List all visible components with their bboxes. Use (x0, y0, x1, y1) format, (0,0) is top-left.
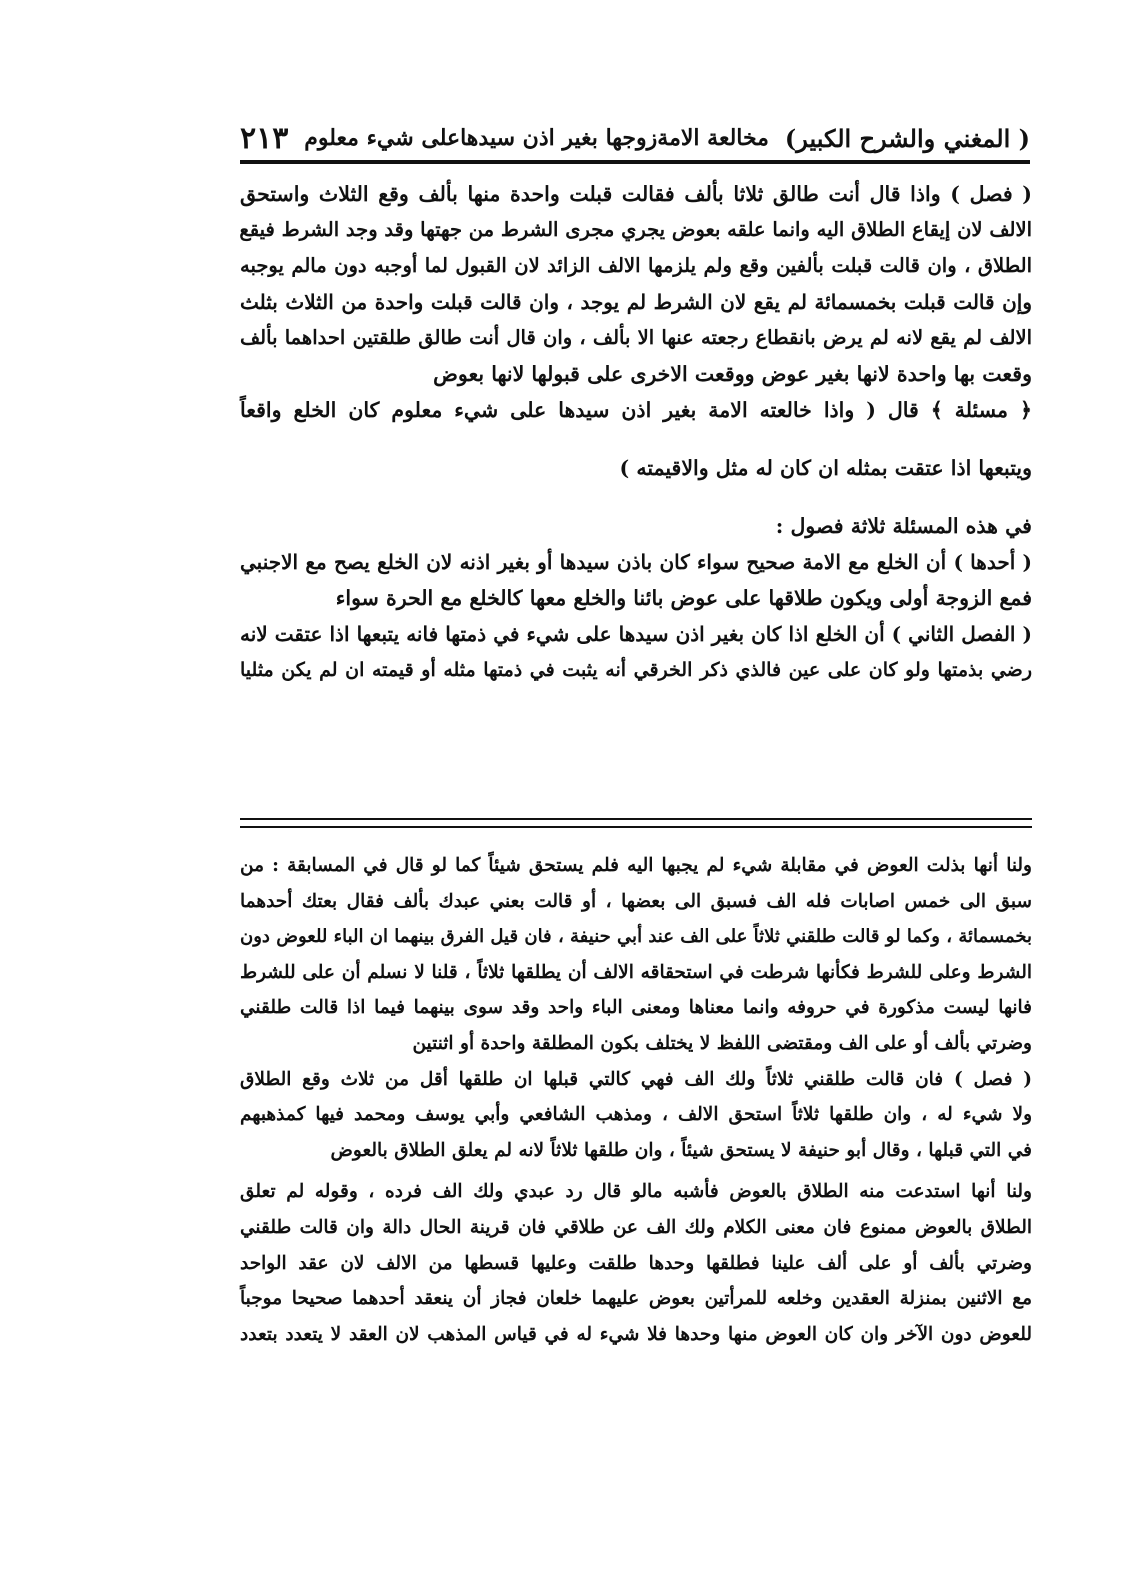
text-line: ( فصل ) واذا قال أنت طالق ثلاثا بألف فقالت قبلت واحدة منها بألف وقع الثلاث واستحق (240, 182, 1032, 206)
commentary-line: مع الاثنين بمنزلة العقدين وخلعه للمرأتين بعوض عليهما خلعان فجاز أن ينعقد أحدهما صحيحا موجباً (240, 1288, 1032, 1310)
commentary-line: للعوض دون الآخر وان كان العوض منها وحدها فلا شيء له في قياس المذهب لان العقد لا يتعدد بتعدد (240, 1323, 1032, 1345)
running-title: مخالعة الامةزوجها بغير اذن سيدهاعلى شيء معلوم (304, 125, 769, 151)
text-line: الالف لان إيقاع الطلاق اليه وانما علقه بعوض يجري مجرى الشرط من جهتها وقد وجد الشرط فيقع (239, 218, 1032, 241)
text-line: الالف لم يقع لانه لم يرض بانقطاع رجعته عنها الا بألف ، وان قال أنت طالق طلقتين احداهما بألف (240, 326, 1032, 349)
page-header (240, 118, 1030, 158)
commentary-line: ولا شيء له ، وان طلقها ثلاثاً استحق الالف ، ومذهب الشافعي وأبي يوسف ومحمد فيها كمذهبهم (240, 1104, 1032, 1126)
text-line: رضي بذمتها ولو كان على عين فالذي ذكر الخرقي أنه يثبت في ذمتها مثله أو قيمته ان لم يكن مثليا (240, 659, 1032, 681)
text-line: فمع الزوجة أولى ويكون طلاقها على عوض بائنا والخلع معها كالخلع مع الحرة سواء (335, 586, 1032, 610)
commentary-line: ( فصل ) فان قالت طلقني ثلاثاً ولك الف فهي كالتي قبلها ان طلقها أقل من ثلاث وقع الطلاق (240, 1068, 1032, 1090)
commentary-line: الشرط وعلى للشرط فكأنها شرطت في استحقاقه الالف أن يطلقها ثلاثاً ، قلنا لا نسلم أن على للشرط (240, 961, 1032, 983)
commentary-line: سبق الى خمس اصابات فله الف فسبق الى بعضها ، أو قالت بعني عبدك بألف فقال بعتك أحدهما (240, 890, 1032, 912)
book-title: ( المغني والشرح الكبير) (784, 123, 1030, 153)
text-line: ( أحدها ) أن الخلع مع الامة صحيح سواء كان باذن سيدها أو بغير اذنه لان الخلع يصح مع الاجنبي (240, 550, 1032, 574)
text-line: الطلاق ، وان قالت قبلت بألفين وقع ولم يلزمها الالف الزائد لان القبول لما أوجبه دون مالم يوجبه (240, 254, 1032, 277)
commentary-line: الطلاق بالعوض ممنوع فان معنى الكلام ولك الف عن طلاقي فان قرينة الحال دالة وان قالت طلقني (240, 1216, 1032, 1238)
masala-heading-line: ﴿ مسئلة ﴾ قال ( واذا خالعته الامة بغير اذن سيدها على شيء معلوم كان الخلع واقعاً (240, 398, 1032, 422)
commentary-text (240, 848, 1032, 1352)
text-line: ويتبعها اذا عتقت بمثله ان كان له مثل والاقيمته ) (619, 456, 1032, 480)
text-line: في هذه المسئلة ثلاثة فصول : (775, 514, 1032, 538)
footnote-divider (240, 826, 1032, 828)
commentary-line: وضرتي بألف أو على ألف علينا فطلقها وحدها طلقت وعليها قسطها من الالف لان عقد الواحد (240, 1252, 1032, 1274)
commentary-line: ولنا أنها بذلت العوض في مقابلة شيء لم يجبها اليه فلم يستحق شيئاً كما لو قال في المسابقة : من (240, 855, 1032, 876)
main-text (240, 176, 1032, 688)
text-line: وإن قالت قبلت بخمسمائة لم يقع لان الشرط لم يوجد ، وان قالت قبلت واحدة من الثلاث بثلث (240, 290, 1032, 314)
text-line: ( الفصل الثاني ) أن الخلع اذا كان بغير اذن سيدها على شيء في ذمتها فانه يتبعها اذا عتقت لانه (240, 622, 1032, 646)
commentary-line: فانها ليست مذكورة في حروفه وانما معناها ومعنى الباء واحد وقد سوى بينهما فيما اذا قالت طلقني (240, 997, 1032, 1019)
text-line: وقعت بها واحدة لانها بغير عوض ووقعت الاخرى على قبولها لانها بعوض (433, 362, 1032, 386)
footnote-divider (240, 818, 1032, 820)
commentary-line: ولنا أنها استدعت منه الطلاق بالعوض فأشبه مالو قال رد عبدي ولك الف فرده ، وقوله لم تعلق (240, 1181, 1032, 1203)
page-number: ٢١٣ (240, 120, 289, 156)
commentary-line: في التي قبلها ، وقال أبو حنيفة لا يستحق شيئاً ، وان طلقها ثلاثاً لانه لم يعلق الطلاق بالعوض (330, 1139, 1032, 1161)
commentary-line: وضرتي بألف أو على الف ومقتضى اللفظ لا يختلف بكون المطلقة واحدة أو اثنتين (412, 1032, 1032, 1054)
commentary-line: بخمسمائة ، وكما لو قالت طلقني ثلاثاً على الف عند أبي حنيفة ، فان قيل الفرق بينهما ان الباء للعوض دون (240, 926, 1032, 948)
header-rule (240, 160, 1030, 164)
